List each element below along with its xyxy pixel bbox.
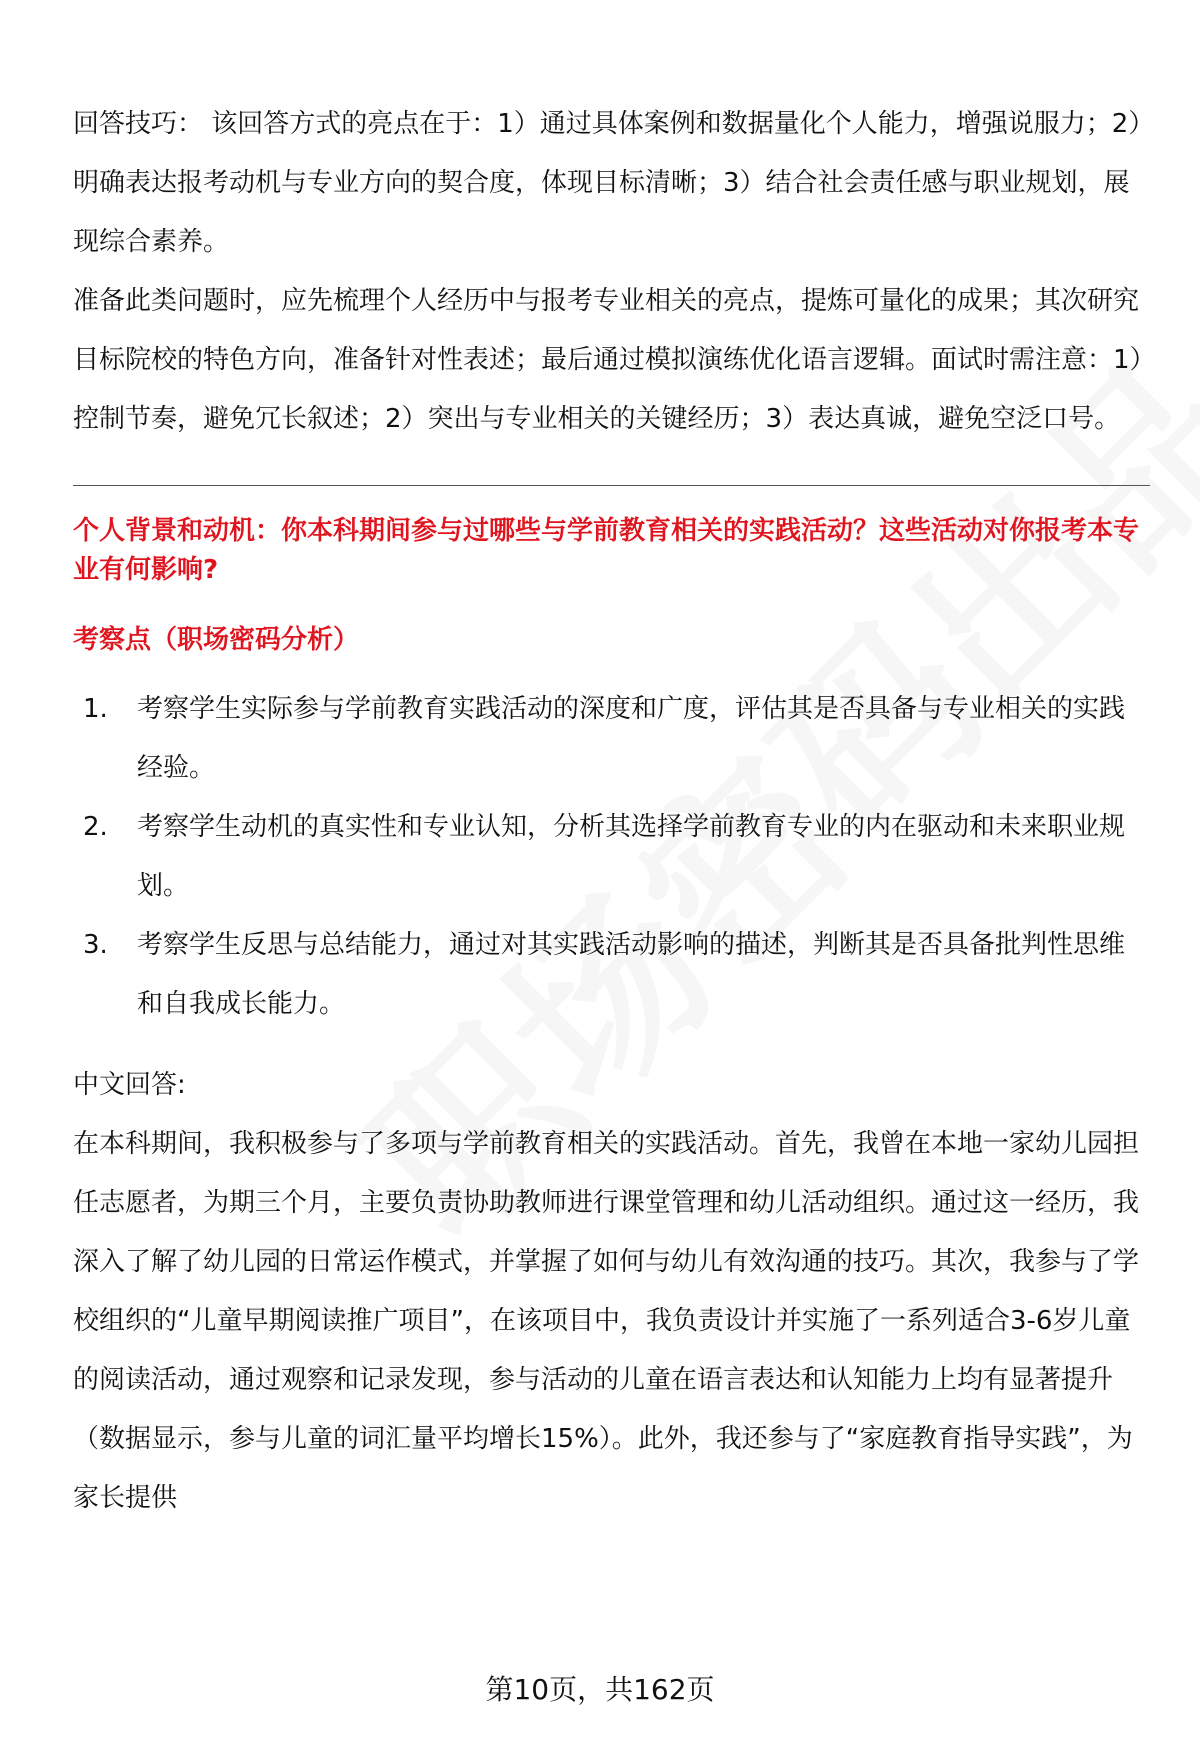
list-text: 考察学生动机的真实性和专业认知，分析其选择学前教育专业的内在驱动和未来职业规划。 [137, 812, 1126, 901]
list-text: 考察学生实际参与学前教育实践活动的深度和广度，评估其是否具备与专业相关的实践经验。 [137, 694, 1126, 783]
section-divider [73, 485, 1150, 486]
list-item [73, 680, 1150, 798]
key-points-heading: 考察点（职场密码分析） [73, 625, 360, 655]
answer-label: 中文回答: [73, 1070, 186, 1100]
answer-tips-paragraph: 回答技巧： 该回答方式的亮点在于：1）通过具体案例和数据量化个人能力，增强说服力；2）明确表达报考动机与专业方向的契合度，体现目标清晰；3）结合社会责任感与职业规划，展现综合素养。 [73, 109, 1142, 257]
answer-text: 在本科期间，我积极参与了多项与学前教育相关的实践活动。首先，我曾在本地一家幼儿园担任志愿者，为期三个月，主要负责协助教师进行课堂管理和幼儿活动组织。通过这一经历，我深入了解了幼儿园的日常运作模式，并掌握了如何与幼儿有效沟通的技巧。其次，我参与了学校组织的“儿童早期阅读推广项目”，在该项目中，我负责设计并实施了一系列适合3-6岁儿童的阅读活动，通过观察和记录发现，参与活动的儿童在语言表达和认知能力上均有显著提升（数据显示，参与儿童的词汇量平均增长15%）。此外，我还参与了“家庭教育指导实践”，为家长提供 [73, 1129, 1140, 1513]
list-number: 3. [83, 930, 108, 960]
list-item [73, 798, 1150, 916]
preparation-advice-paragraph: 准备此类问题时，应先梳理个人经历中与报考专业相关的亮点，提炼可量化的成果；其次研究目标院校的特色方向，准备针对性表述；最后通过模拟演练优化语言逻辑。面试时需注意：1）控制节奏，避免冗长叙述；2）突出与专业相关的关键经历；3）表达真诚，避免空泛口号。 [73, 286, 1143, 434]
list-item [73, 916, 1150, 1034]
list-number: 2. [83, 812, 108, 842]
list-number: 1. [83, 694, 108, 724]
list-text: 考察学生反思与总结能力，通过对其实践活动影响的描述，判断其是否具备批判性思维和自我成长能力。 [137, 930, 1126, 1019]
page-number: 第10页，共162页 [485, 1673, 715, 1706]
key-points-list [73, 680, 1150, 1034]
question-title: 个人背景和动机：你本科期间参与过哪些与学前教育相关的实践活动？这些活动对你报考本专业有何影响? [73, 516, 1140, 585]
document-page [73, 95, 1150, 1528]
